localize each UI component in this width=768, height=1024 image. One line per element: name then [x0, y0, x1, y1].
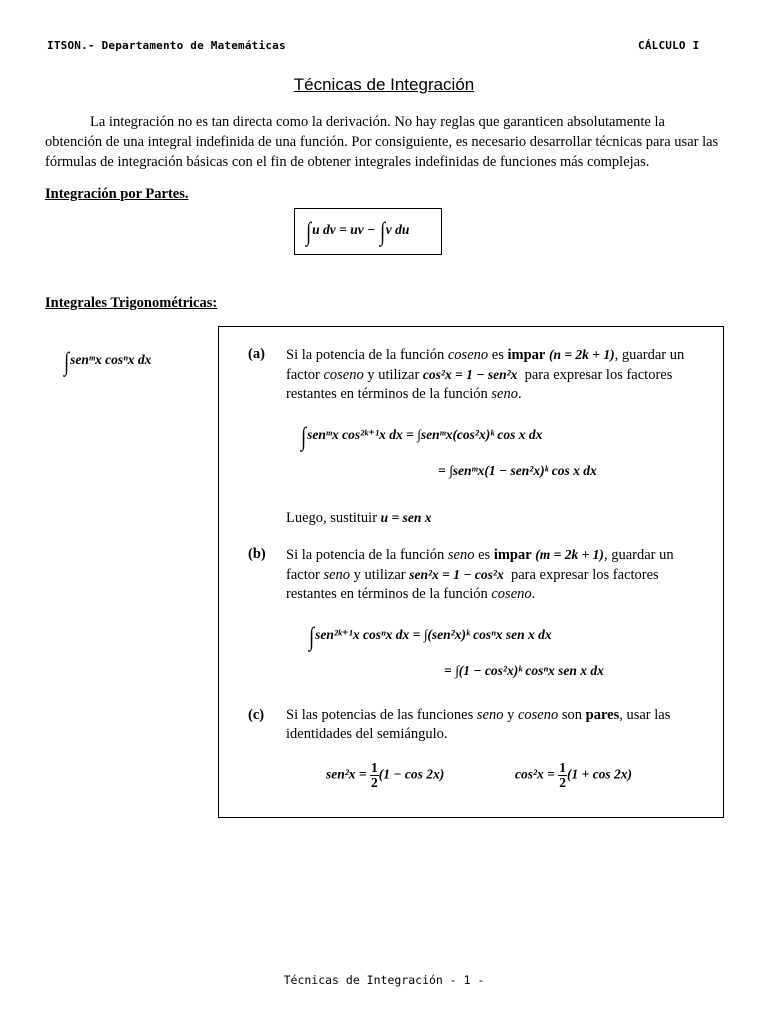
case-b-equation-1: ∫sen²ᵏ⁺¹x cosⁿx dx = ∫(sen²x)ᵏ cosⁿx sen x dx: [309, 622, 552, 651]
parts-rhs: v du: [385, 222, 410, 237]
trig-integral-label: [63, 347, 152, 376]
intro-paragraph: La integración no es tan directa como la derivación. No hay reglas que garanticen absolutamente la obtención de una integral indefinida de una función. Por consiguiente, es necesario desarrollar técnicas para usar las fórmulas de integración básicas con el fin de obtener integrales indefinidas de funciones más complejas.: [45, 114, 719, 170]
parts-formula-box: [294, 208, 442, 255]
header-right: CÁLCULO I: [638, 39, 700, 52]
case-a-equation-1: ∫senᵐx cos²ᵏ⁺¹x dx = ∫senᵐx(cos²x)ᵏ cos x dx: [301, 422, 543, 451]
case-b-equation-2: = ∫(1 − cos²x)ᵏ cosⁿx sen x dx: [444, 663, 604, 678]
half-angle-identity-cos: cos²x = $\frac{1}{2}$ (1 + cos 2x): [515, 760, 633, 790]
integral-sign-icon: ∫: [306, 217, 312, 246]
parts-lhs: u dv: [312, 222, 336, 237]
integral-sign-icon: ∫: [379, 217, 385, 246]
header-left: ITSON.- Departamento de Matemáticas: [47, 39, 286, 52]
trig-integral-text: senᵐx cosⁿx dx: [70, 352, 152, 367]
trig-heading: Integrales Trigonométricas:: [45, 295, 218, 311]
parts-heading: Integración por Partes.: [45, 186, 189, 202]
parts-formula: [305, 217, 410, 246]
half-angle-identity-sen: sen²x = $\frac{1}{2}$ (1 − cos 2x): [326, 760, 445, 790]
case-b-text: Si la potencia de la función seno es impar (m = 2k + 1), guardar un factor seno y utilizar sen²x = 1 − cos²x para expresar los factores restantes en términos de la función coseno.: [286, 547, 674, 602]
integral-sign-icon: ∫: [301, 422, 307, 451]
case-c-label: (c): [248, 707, 265, 723]
case-b-label: (b): [248, 546, 266, 562]
page-footer: Técnicas de Integración - 1 -: [283, 973, 485, 987]
case-a-substitution: Luego, sustituir u = sen x: [286, 510, 432, 526]
parts-eq: =: [339, 222, 347, 237]
case-c-text: Si las potencias de las funciones seno y coseno son pares, usar las identidades del semiángulo.: [286, 707, 671, 742]
page-title: Técnicas de Integración: [293, 75, 475, 94]
case-a-label: (a): [248, 346, 265, 362]
integral-sign-icon: ∫: [309, 622, 315, 651]
integral-sign-icon: ∫: [64, 347, 70, 376]
parts-mid: uv −: [350, 222, 376, 237]
case-a-equation-2: = ∫senᵐx(1 − sen²x)ᵏ cos x dx: [438, 463, 597, 478]
case-a-text: Si la potencia de la función coseno es impar (n = 2k + 1), guardar un factor coseno y utilizar cos²x = 1 − sen²x para expresar los factores restantes en términos de la función seno.: [286, 347, 685, 402]
